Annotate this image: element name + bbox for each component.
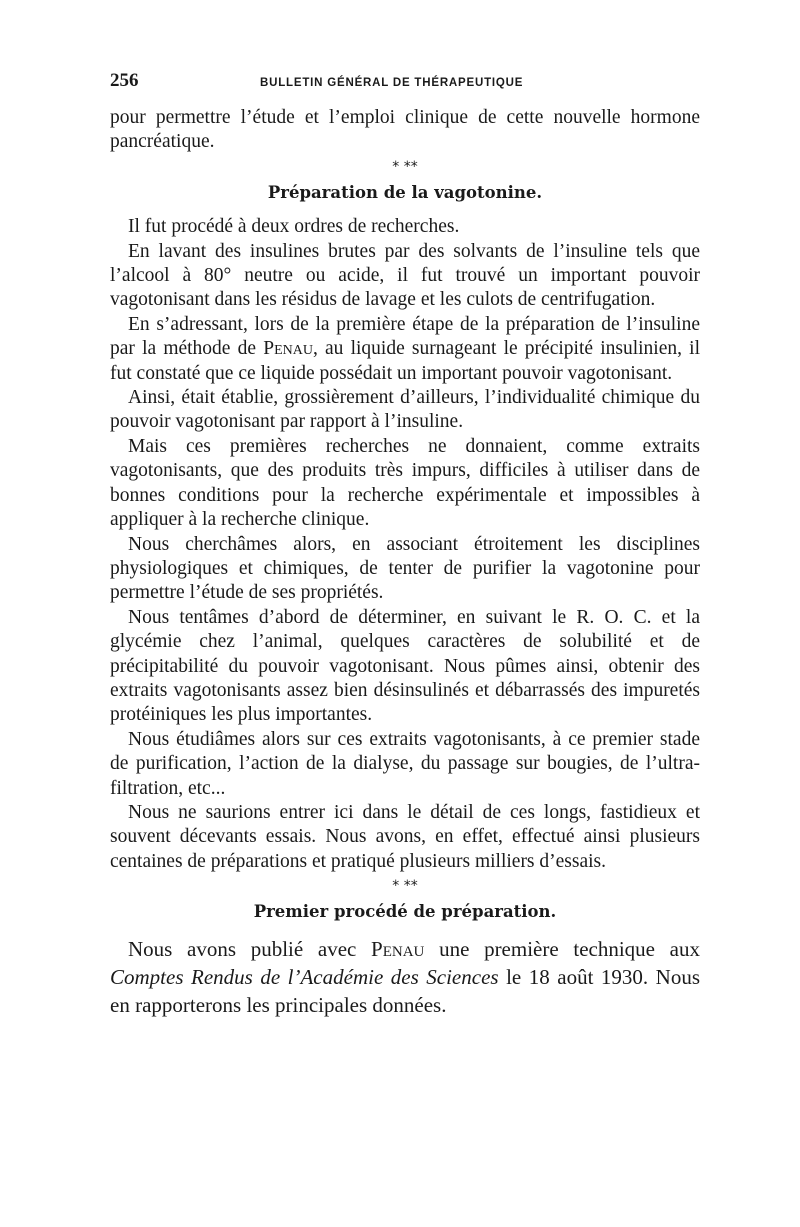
paragraph: Mais ces premières recherches ne donnaient, comme extraits vagotonisants, que des produits très impurs, difficiles à utiliser dans de bonnes conditions pour la recherche expérimentale et impossibles à appliquer à la recherche clinique. [110, 435, 700, 531]
paragraph: Il fut procédé à deux ordres de recherches. [128, 216, 460, 238]
section-title-first-procedure: Premier procédé de préparation. [253, 902, 557, 922]
page-number: 256 [110, 70, 139, 91]
running-title: BULLETIN GÉNÉRAL DE THÉRAPEUTIQUE [260, 77, 524, 89]
paragraph [110, 313, 700, 386]
paragraph: Ainsi, était établie, grossièrement d’ailleurs, l’individualité chimique du pouvoir vagotonisant par rapport à l’insuline. [110, 387, 700, 433]
paragraph-continuation: pour permettre l’étude et l’emploi clinique de cette nouvelle hormone pancréatique. [110, 107, 700, 153]
section-separator-stars: * ** [392, 158, 418, 175]
section-title-preparation: Préparation de la vagotonine. [267, 182, 543, 202]
paragraph: Nous ne saurions entrer ici dans le détail de ces longs, fastidieux et souvent décevants essais. Nous avons, en effet, effectué ainsi plusieurs centaines de préparations et pratiqué plusieurs milliers d’essais. [110, 801, 700, 872]
journal-title: Comptes Rendus de l’Académie des Sciences [110, 964, 499, 989]
text-run: , au liquide surnageant le précipité insulinien, il fut constaté que ce liquide possédait un important pouvoir vagotonisant. [110, 338, 700, 384]
paragraph [110, 935, 700, 1019]
text-run: En s’adressant, lors de la première étape de la préparation de l’insuline par la méthode de [110, 313, 700, 360]
author-name: Penau [371, 936, 425, 961]
paragraph: Nous étudiâmes alors sur ces extraits vagotonisants, à ce premier stade de purification, l’action de la dialyse, du passage sur bougies, de l’ultra-filtration, etc... [110, 728, 700, 799]
text-run: Nous avons publié avec [128, 936, 357, 961]
paragraph: Nous tentâmes d’abord de déterminer, en suivant le R. O. C. et la glycémie chez l’animal, quelques caractères de solubilité et de précipitabilité du pouvoir vagotonisant. Nous pûmes ainsi, obtenir des extraits vagotonisants assez bien désinsulinés et débarrassés des impuretés protéiniques les plus importantes. [110, 606, 700, 726]
text-run: une première technique aux [439, 936, 701, 961]
author-name: Penau [263, 338, 313, 360]
document-page [110, 70, 700, 1019]
text-run: le 18 août 1930. Nous en rapporterons les principales données. [110, 964, 701, 1017]
body-text [110, 106, 700, 1019]
section-separator-stars: * ** [392, 878, 418, 895]
paragraph: Nous cherchâmes alors, en associant étroitement les disciplines physiologiques et chimiques, de tenter de purifier la vagotonine pour permettre l’étude de ses propriétés. [110, 533, 700, 604]
page-header [110, 70, 700, 106]
paragraph: En lavant des insulines brutes par des solvants de l’insuline tels que l’alcool à 80° neutre ou acide, il fut trouvé un important pouvoir vagotonisant dans les résidus de lavage et les culots de centrifugation. [110, 240, 700, 311]
